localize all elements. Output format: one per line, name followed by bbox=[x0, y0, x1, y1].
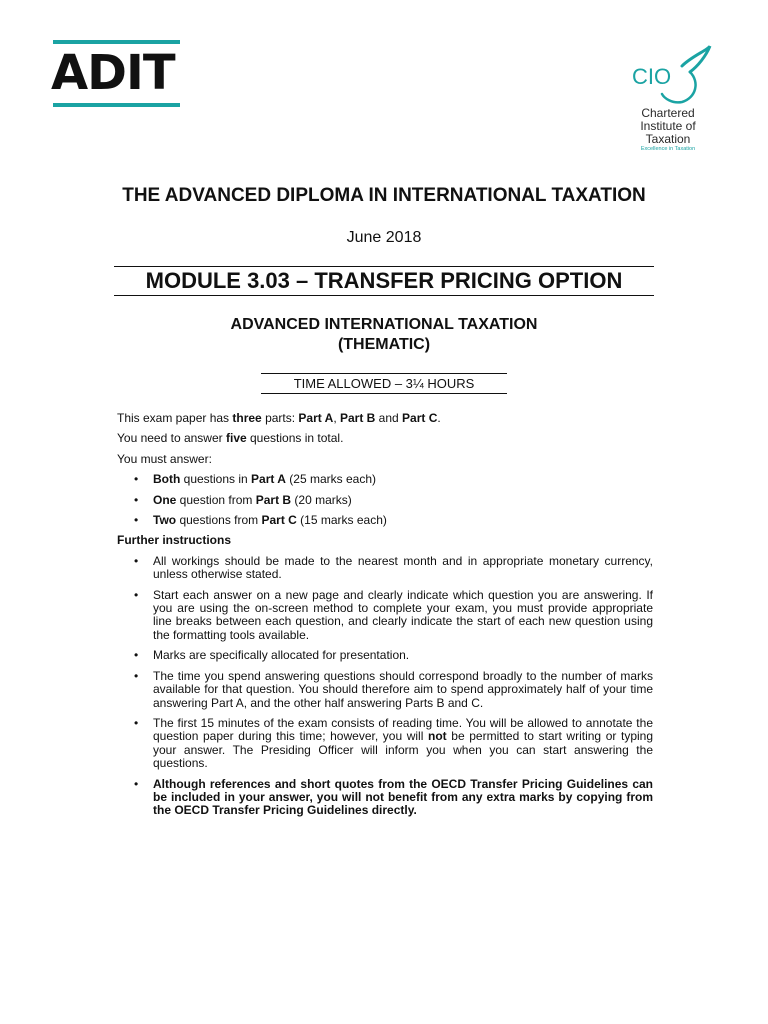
text: be permitted to start writing or typing your answer. The Presiding Officer will inform you when you can start answering the questions. bbox=[153, 729, 654, 771]
text: questions in bbox=[180, 472, 252, 487]
list-item bbox=[117, 514, 653, 527]
adit-logo bbox=[53, 40, 180, 110]
subtitle bbox=[0, 315, 768, 355]
text: The time you spend answering questions should correspond broadly to the number of marks available for that question. You should therefore aim to spend approximately half of your time answering Part A, and the other half answering Parts B and C. bbox=[153, 668, 653, 710]
bullet-icon: • bbox=[134, 587, 139, 602]
text: Two bbox=[153, 513, 177, 528]
text: Part B bbox=[255, 492, 292, 507]
text: (15 marks each) bbox=[296, 513, 387, 528]
text: questions from bbox=[176, 513, 262, 528]
answer-count: five bbox=[225, 431, 247, 446]
instructions-body bbox=[117, 412, 653, 825]
text: Start each answer on a new page and clearly indicate which question you are answering. If you are using the on-screen method to complete your exam, you must provide appropriate line breaks between each question, and clearly indicate the start of each new question using the formatting tools available. bbox=[153, 587, 653, 642]
further-instructions-list bbox=[117, 555, 653, 818]
time-allowed: TIME ALLOWED – 3¼ HOURS bbox=[293, 376, 475, 391]
list-item bbox=[117, 555, 653, 582]
text: Part A bbox=[251, 472, 286, 487]
must-answer-label: You must answer: bbox=[117, 451, 212, 466]
text: and bbox=[375, 411, 403, 425]
adit-logo-bottom-bar bbox=[53, 103, 180, 107]
list-item bbox=[117, 589, 653, 643]
document-title: THE ADVANCED DIPLOMA IN INTERNATIONAL TAXATION bbox=[122, 185, 646, 206]
list-item bbox=[117, 670, 653, 710]
answer-count-sentence bbox=[117, 432, 653, 445]
text: The first 15 minutes of the exam consists of reading time. You will be allowed to annotate the question paper during this time; however, you will bbox=[153, 715, 653, 744]
bullet-icon: • bbox=[134, 668, 139, 683]
text: not bbox=[428, 729, 447, 744]
ciot-name bbox=[618, 107, 718, 146]
requirements-list bbox=[117, 473, 653, 527]
text: . bbox=[437, 411, 441, 425]
text: parts: bbox=[261, 411, 299, 425]
text: This exam paper has bbox=[117, 411, 233, 425]
list-item bbox=[117, 717, 653, 771]
ciot-name-line2: Institute of bbox=[640, 119, 696, 133]
bullet-icon: • bbox=[134, 648, 139, 663]
adit-logo-text: ADIT bbox=[51, 45, 175, 101]
text: Both bbox=[153, 472, 181, 487]
subtitle-line1: ADVANCED INTERNATIONAL TAXATION bbox=[230, 316, 538, 333]
text: Marks are specifically allocated for presentation. bbox=[153, 648, 410, 663]
module-title: MODULE 3.03 – TRANSFER PRICING OPTION bbox=[145, 268, 623, 293]
text: All workings should be made to the nearest month and in appropriate monetary currency, unless otherwise stated. bbox=[153, 553, 653, 582]
further-instructions-heading: Further instructions bbox=[117, 533, 232, 548]
part-a-label: Part A bbox=[298, 411, 334, 425]
parts-count: three bbox=[232, 411, 262, 425]
bullet-icon: • bbox=[134, 553, 139, 568]
subtitle-line2: (THEMATIC) bbox=[337, 336, 431, 353]
list-item bbox=[117, 494, 653, 507]
ciot-logo bbox=[618, 40, 728, 160]
parts-sentence bbox=[117, 412, 653, 425]
list-item bbox=[117, 473, 653, 486]
ciot-name-line1: Chartered bbox=[641, 106, 695, 120]
text: question from bbox=[176, 492, 256, 507]
exam-date: June 2018 bbox=[346, 229, 422, 246]
bullet-icon: • bbox=[134, 776, 139, 791]
list-item bbox=[117, 778, 653, 818]
ciot-name-line3: Taxation bbox=[645, 132, 691, 146]
ciot-tagline: Excellence in Taxation bbox=[640, 146, 696, 152]
bullet-icon: • bbox=[134, 513, 139, 528]
part-c-label: Part C bbox=[402, 411, 438, 425]
ciot-emblem-icon bbox=[618, 40, 718, 108]
bullet-icon: • bbox=[134, 472, 139, 487]
text: Part C bbox=[261, 513, 297, 528]
text: , bbox=[333, 411, 340, 425]
text: Although references and short quotes from the OECD Transfer Pricing Guidelines can be included in your answer, you will not benefit from any extra marks by copying from the OECD Transfer Pricing Guidelines directly. bbox=[153, 776, 653, 818]
ciot-emblem-text: CIO bbox=[632, 64, 672, 89]
list-item bbox=[117, 649, 653, 662]
time-allowed-block bbox=[261, 373, 507, 394]
bullet-icon: • bbox=[134, 492, 139, 507]
part-b-label: Part B bbox=[340, 411, 376, 425]
bullet-icon: • bbox=[134, 715, 139, 730]
text: You need to answer bbox=[117, 431, 226, 446]
text: One bbox=[153, 492, 177, 507]
module-title-block bbox=[114, 266, 654, 296]
text: (20 marks) bbox=[291, 492, 352, 507]
text: questions in total. bbox=[246, 431, 344, 446]
text: (25 marks each) bbox=[285, 472, 376, 487]
